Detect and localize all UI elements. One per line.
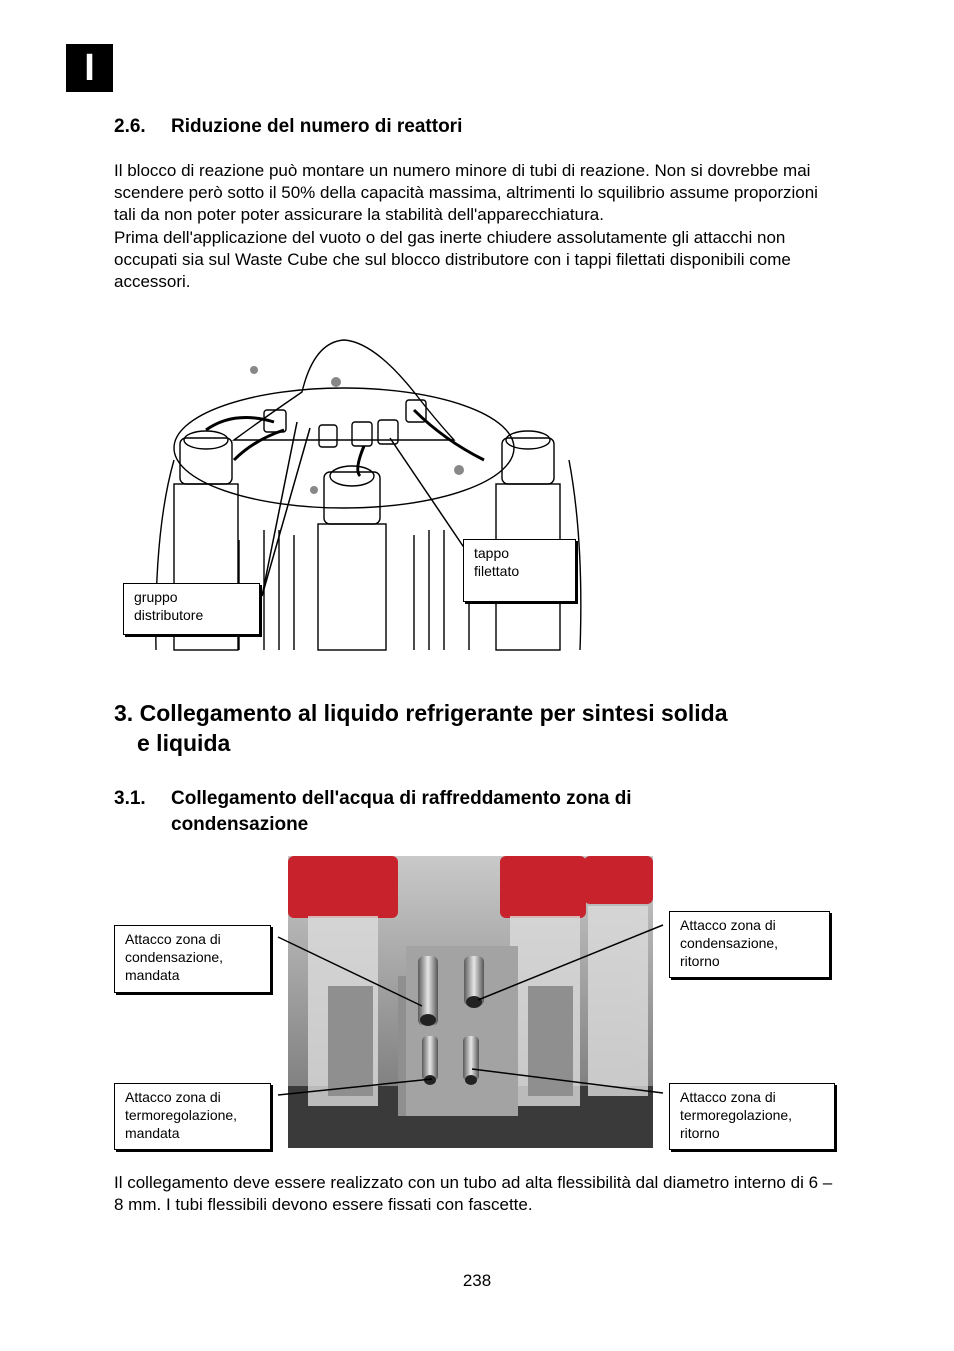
callout-line: mandata xyxy=(125,1125,180,1141)
section-number: 3.1. xyxy=(114,788,146,809)
callout-line: condensazione, xyxy=(680,935,779,951)
callout-gruppo-distributore xyxy=(123,583,260,635)
callout-line: Attacco zona di xyxy=(680,917,776,933)
callout-line: Attacco zona di xyxy=(680,1089,776,1105)
cooling-connectors-photo xyxy=(288,856,653,1148)
page-number: 238 xyxy=(462,1271,492,1290)
paragraph: Il collegamento deve essere realizzato con un tubo ad alta flessibilità dal diametro interno di 6 – 8 mm. I tubi flessibili devono essere fissati con fascette. xyxy=(114,1173,833,1215)
section-title: Collegamento dell'acqua di raffreddamento zona di condensazione xyxy=(171,788,632,835)
section-heading-2-6 xyxy=(114,116,462,138)
section-heading-3 xyxy=(114,698,834,758)
callout-line: ritorno xyxy=(680,1125,720,1141)
section-number: 3. xyxy=(114,700,134,726)
callout-condensazione-mandata xyxy=(114,925,271,993)
callout-line: ritorno xyxy=(680,953,720,969)
callout-line: filettato xyxy=(474,563,520,579)
callout-line: tappo xyxy=(474,545,510,561)
section-title-line2: e liquida xyxy=(137,730,231,756)
callout-line: Attacco zona di xyxy=(125,931,221,947)
callout-condensazione-ritorno xyxy=(669,911,830,978)
section-title-line1: Collegamento al liquido refrigerante per sintesi solida xyxy=(139,700,728,726)
callout-line: mandata xyxy=(125,967,180,983)
section-number: 2.6. xyxy=(114,116,146,137)
section-title: Riduzione del numero di reattori xyxy=(171,116,463,137)
callout-line: termoregolazione, xyxy=(125,1107,238,1123)
callout-tappo-filettato xyxy=(463,539,576,602)
section-2-6-body xyxy=(114,160,834,293)
section-heading-3-1 xyxy=(114,786,771,838)
section-3-1-body xyxy=(114,1172,834,1216)
paragraph: Il blocco di reazione può montare un numero minore di tubi di reazione. Non si dovrebbe mai scendere però sotto il 50% della capacità massima, altrimenti lo squilibrio assume proporzioni tali da non poter poter assicurare la stabilità dell'apparecchiatura. xyxy=(114,161,818,225)
callout-line: Attacco zona di xyxy=(125,1089,221,1105)
callout-line: termoregolazione, xyxy=(680,1107,793,1123)
callout-termoregolazione-ritorno xyxy=(669,1083,835,1150)
callout-termoregolazione-mandata xyxy=(114,1083,271,1150)
callout-line: condensazione, xyxy=(125,949,224,965)
callout-line: gruppo xyxy=(134,589,178,605)
paragraph: Prima dell'applicazione del vuoto o del gas inerte chiudere assolutamente gli attacchi non occupati sia sul Waste Cube che sul blocco distributore con i tappi filettati disponibili come accessori. xyxy=(114,227,791,292)
language-tab: I xyxy=(66,44,113,92)
callout-line: distributore xyxy=(134,607,204,623)
